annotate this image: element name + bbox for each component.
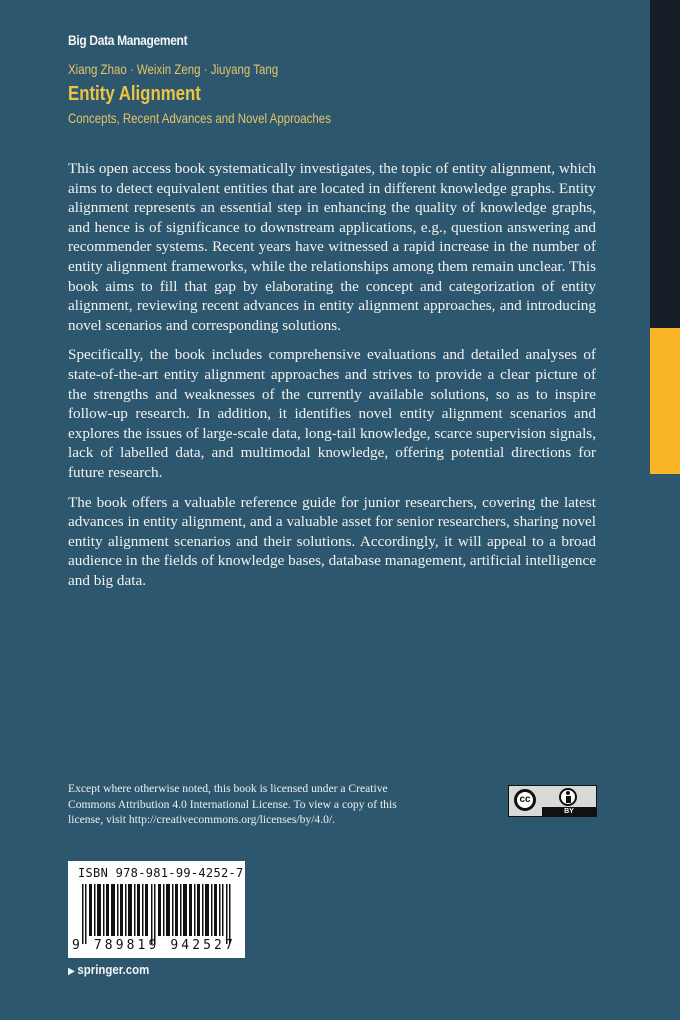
springer-link-label: springer.com bbox=[77, 962, 150, 977]
cc-icon: cc bbox=[514, 789, 536, 811]
arrow-right-icon: ▶ bbox=[68, 966, 75, 977]
spine-strip-dark bbox=[650, 0, 680, 328]
springer-link[interactable] bbox=[68, 962, 149, 977]
blurb bbox=[68, 159, 596, 600]
book-subtitle: Concepts, Recent Advances and Novel Approaches bbox=[68, 110, 331, 126]
isbn-label: ISBN 978-981-99-4252-7 bbox=[78, 866, 244, 880]
barcode-digits: 9 789819 942527 bbox=[72, 938, 236, 953]
attribution-person-icon bbox=[559, 788, 577, 806]
spine-strip-yellow bbox=[650, 328, 680, 474]
authors: Xiang Zhao · Weixin Zeng · Jiuyang Tang bbox=[68, 61, 279, 77]
creative-commons-by-icon[interactable] bbox=[508, 785, 597, 817]
by-label: BY bbox=[542, 807, 596, 816]
blurb-paragraph: This open access book systematically investigates, the topic of entity alignment, which aims to detect equivalent entities that are located in different knowledge graphs. Entity alignment represents an essential step in enhancing the quality of knowledge graphs, and hence is of significance to downstream applications, e.g., question answering and recommender systems. Recent years have witnessed a rapid increase in the number of entity alignment frameworks, while the relationships among them remain unclear. This book aims to fill that gap by elaborating the concept and categorization of entity alignment, reviewing recent advances in entity alignment approaches, and introducing novel scenarios and corresponding solutions. bbox=[68, 160, 596, 334]
barcode-bars-icon bbox=[82, 884, 237, 944]
isbn-barcode bbox=[68, 861, 245, 958]
book-title: Entity Alignment bbox=[68, 83, 201, 105]
blurb-paragraph: Specifically, the book includes comprehensive evaluations and detailed analyses of state-of-the-art entity alignment approaches and strives to provide a clear picture of the strengths and weaknesses of the currently available solutions, so as to inspire follow-up research. In addition, it identifies novel entity alignment scenarios and explores the issues of large-scale data, long-tail knowledge, scarce supervision signals, lack of labelled data, and multimodal knowledge, offering potential directions for future research. bbox=[68, 346, 596, 481]
license-notice: Except where otherwise noted, this book is licensed under a Creative Commons Attribution 4.0 International License. To view a copy of this license, visit http://creativecommons.org/licenses/by/4.0/. bbox=[68, 782, 397, 826]
blurb-paragraph: The book offers a valuable reference guide for junior researchers, covering the latest advances in entity alignment, and a valuable asset for senior researchers, sharing novel entity alignment scenarios and their solutions. Accordingly, it will appeal to a broad audience in the fields of knowledge bases, database management, artificial intelligence and big data. bbox=[68, 493, 596, 589]
series-name: Big Data Management bbox=[68, 32, 188, 48]
